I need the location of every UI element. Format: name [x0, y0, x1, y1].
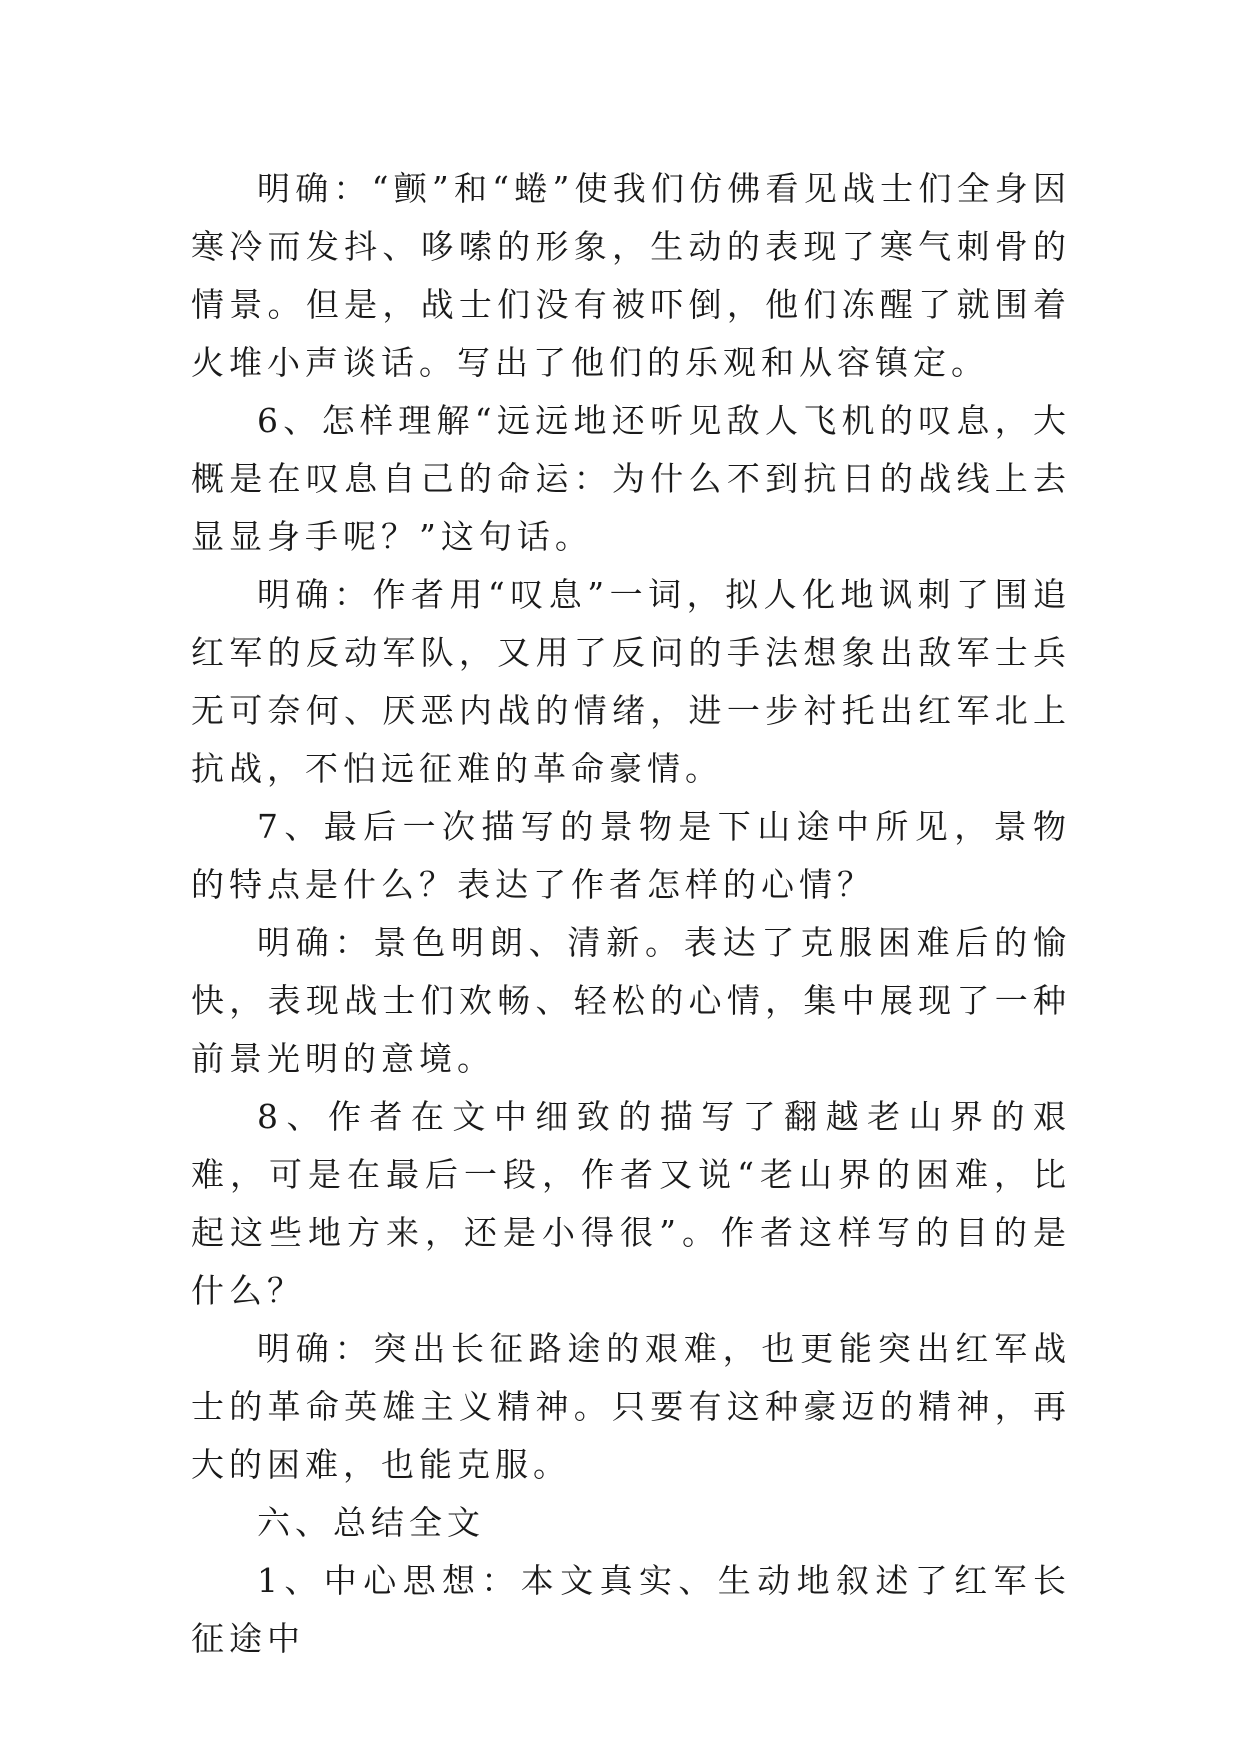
document-body — [191, 160, 1071, 1668]
paragraph-question-6: 6、怎样理解“远远地还听见敌人飞机的叹息，大概是在叹息自己的命运：为什么不到抗日的战线上去显显身手呢？”这句话。 — [191, 401, 1071, 556]
paragraph-answer-5: 明确：“颤”和“蜷”使我们仿佛看见战士们全身因寒冷而发抖、哆嗦的形象，生动的表现了寒气刺骨的情景。但是，战士们没有被吓倒，他们冻醒了就围着火堆小声谈话。写出了他们的乐观和从容镇定。 — [191, 169, 1071, 382]
paragraph-question-8: 8、作者在文中细致的描写了翻越老山界的艰难，可是在最后一段，作者又说“老山界的困难，比起这些地方来，还是小得很”。作者这样写的目的是什么？ — [191, 1097, 1071, 1310]
paragraph-answer-8: 明确：突出长征路途的艰难，也更能突出红军战士的革命英雄主义精神。只要有这种豪迈的精神，再大的困难，也能克服。 — [191, 1329, 1071, 1484]
paragraph-answer-6: 明确：作者用“叹息”一词，拟人化地讽刺了围追红军的反动军队，又用了反问的手法想象出敌军士兵无可奈何、厌恶内战的情绪，进一步衬托出红军北上抗战，不怕远征难的革命豪情。 — [191, 575, 1071, 788]
paragraph-central-idea: 1、中心思想：本文真实、生动地叙述了红军长征途中 — [191, 1561, 1071, 1658]
paragraph-answer-7: 明确：景色明朗、清新。表达了克服困难后的愉快，表现战士们欢畅、轻松的心情，集中展现了一种前景光明的意境。 — [191, 923, 1071, 1078]
section-heading-summary: 六、总结全文 — [257, 1503, 485, 1542]
paragraph-question-7: 7、最后一次描写的景物是下山途中所见，景物的特点是什么？表达了作者怎样的心情？ — [191, 807, 1071, 904]
